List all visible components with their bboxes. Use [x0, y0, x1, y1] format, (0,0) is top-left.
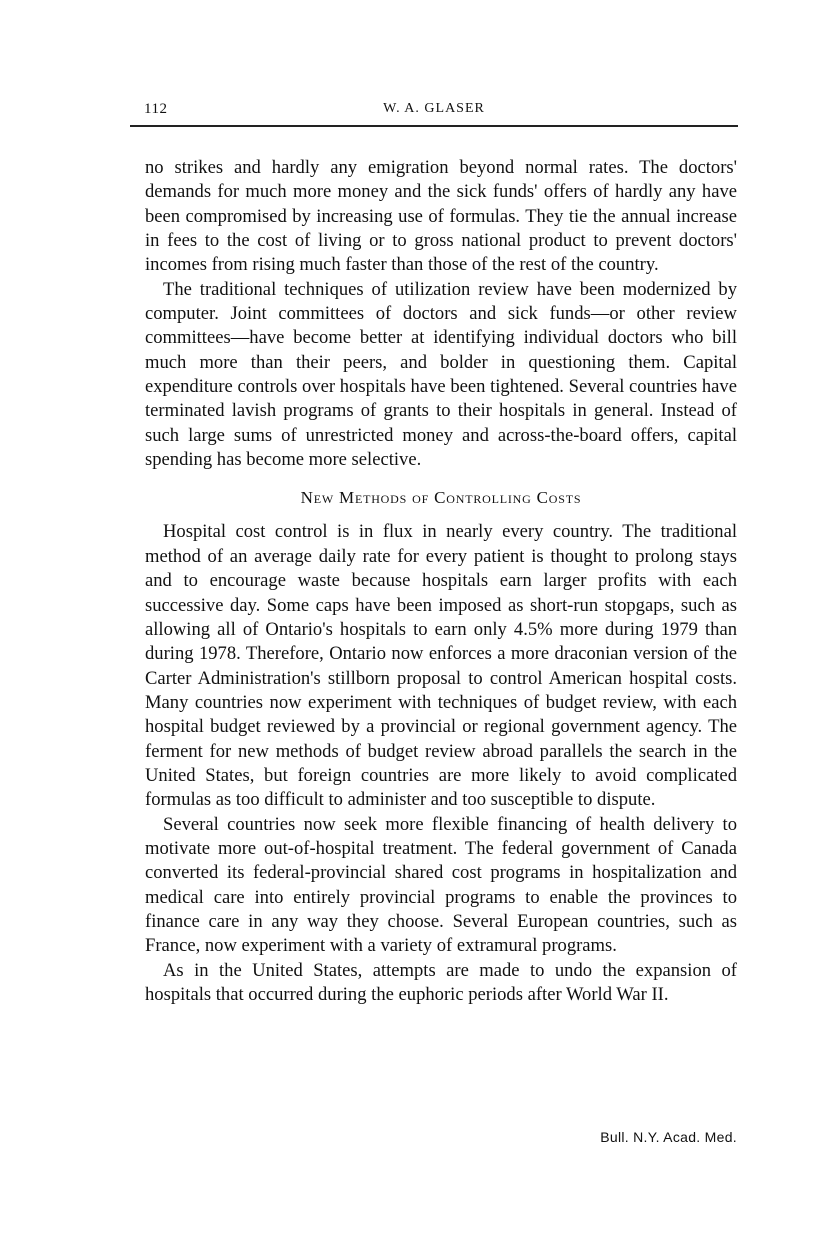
paragraph-1: no strikes and hardly any emigration beyond normal rates. The doctors' demands for much more money and the sick funds' offers of hardly any have been compromised by increasing use of formulas. They tie the annual increase in fees to the cost of living or to gross national product to prevent doctors' incomes from rising much faster than those of the rest of the country.: [145, 157, 737, 276]
page-number: 112: [144, 101, 168, 117]
section-heading: New Methods of Controlling Costs: [300, 488, 582, 508]
paragraph-5: As in the United States, attempts are made to undo the expansion of hospitals that occurred during the euphoric periods after World War II.: [145, 959, 737, 1005]
article-body: [145, 156, 737, 1007]
paragraph-2: The traditional techniques of utilization review have been modernized by computer. Joint committees of doctors and sick funds—or other review committees—have become better at identifying individual doctors who bill much more than their peers, and bolder in questioning them. Capital expenditure controls over hospitals have been tightened. Several countries have terminated lavish programs of grants to their hospitals in general. Instead of such large sums of unrestricted money and across-the-board offers, capital spending has become more selective.: [145, 278, 737, 471]
journal-footer: Bull. N.Y. Acad. Med.: [600, 1129, 737, 1145]
page-header: [130, 98, 738, 120]
paragraph-3: Hospital cost control is in flux in nearly every country. The traditional method of an average daily rate for every patient is thought to prolong stays and to encourage waste because hospitals earn larger profits with each successive day. Some caps have been imposed as short-run stopgaps, such as allowing all of Ontario's hospitals to earn only 4.5% more during 1979 than during 1978. Therefore, Ontario now enforces a more draconian version of the Carter Administration's stillborn proposal to control American hospital costs. Many countries now experiment with techniques of budget review, with each hospital budget reviewed by a provincial or regional government agency. The ferment for new methods of budget review abroad parallels the search in the United States, but foreign countries are more likely to avoid complicated formulas as too difficult to administer and too susceptible to dispute.: [145, 521, 737, 811]
running-head: W. A. GLASER: [383, 101, 485, 116]
header-rule: [130, 125, 738, 127]
paragraph-4: Several countries now seek more flexible financing of health delivery to motivate more out-of-hospital treatment. The federal government of Canada converted its federal-provincial shared cost programs in hospitalization and medical care into entirely provincial programs to enable the provinces to finance care in any way they choose. Several European countries, such as France, now experiment with a variety of extramural programs.: [145, 813, 737, 957]
